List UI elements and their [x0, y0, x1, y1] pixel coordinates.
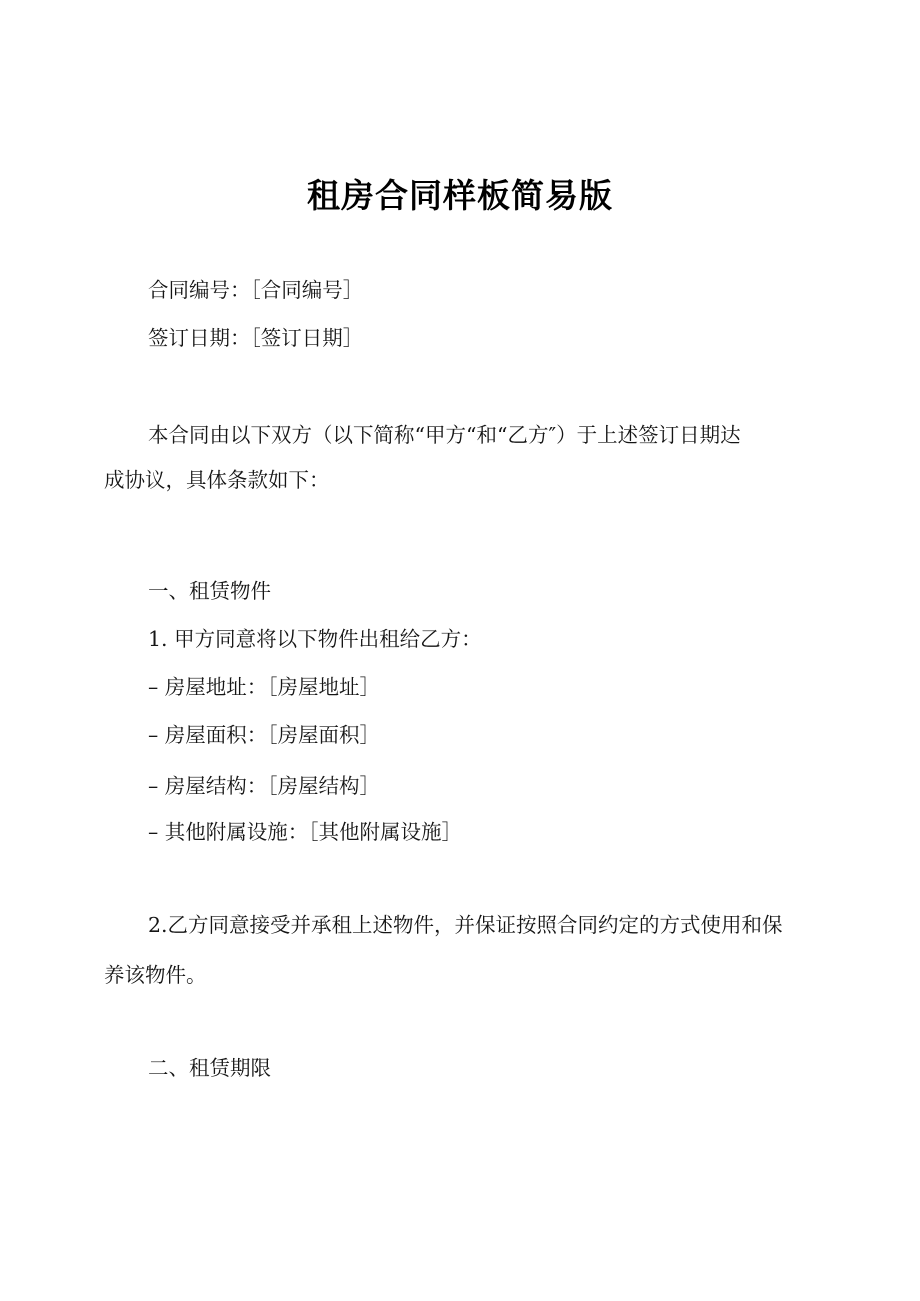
detail-house-structure: – 房屋结构：［房屋结构］: [148, 774, 381, 798]
detail-house-area: – 房屋面积：［房屋面积］: [148, 723, 381, 747]
section-2-heading: 二、租赁期限: [148, 1056, 271, 1080]
contract-number-line: 合同编号：［合同编号］: [148, 278, 364, 302]
detail-house-address: – 房屋地址：［房屋地址］: [148, 675, 381, 699]
section-1-heading: 一、租赁物件: [148, 579, 271, 603]
section-1-item-2-line-1: 2.乙方同意接受并承租上述物件，并保证按照合同约定的方式使用和保: [148, 913, 783, 937]
section-1-item-2-line-2: 养该物件。: [104, 963, 207, 987]
signing-date-line: 签订日期：［签订日期］: [148, 326, 364, 350]
section-1-item-1: 1. 甲方同意将以下物件出租给乙方：: [148, 627, 482, 651]
intro-paragraph-line-2: 成协议，具体条款如下：: [104, 468, 330, 492]
intro-paragraph-line-1: 本合同由以下双方（以下简称“甲方“和“乙方″）于上述签订日期达: [148, 423, 741, 447]
detail-other-facilities: – 其他附属设施：［其他附属设施］: [148, 820, 463, 844]
document-title: 租房合同样板简易版: [307, 176, 613, 215]
